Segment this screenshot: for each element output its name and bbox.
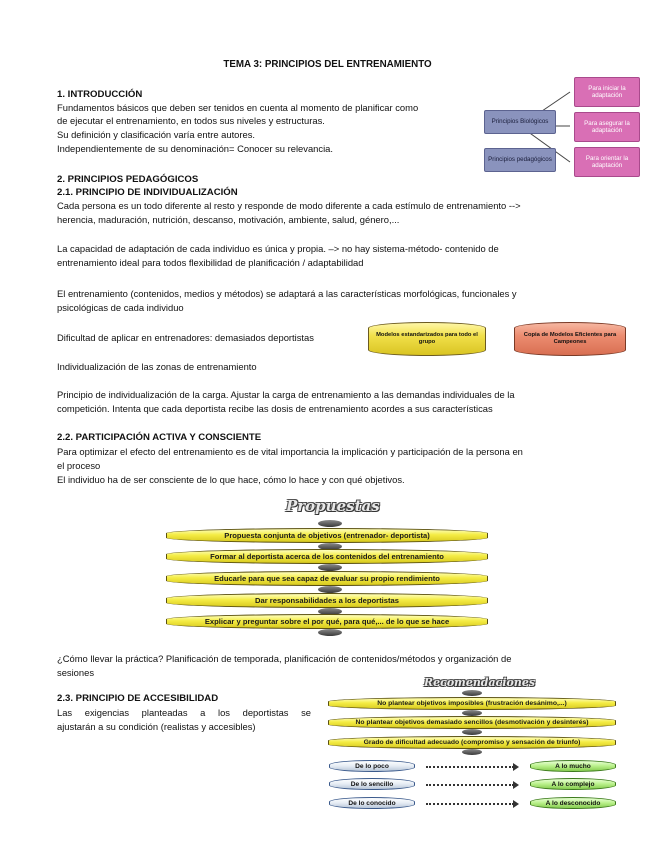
modelos-estandarizados-cylinder: Modelos estandarizados para todo el grupo	[368, 322, 486, 356]
rec-spool-1	[462, 690, 482, 696]
rec-spool-4	[462, 749, 482, 755]
asegurar-adaptacion-box: Para asegurar la adaptación	[574, 112, 640, 142]
section-2-3-heading: 2.3. PRINCIPIO DE ACCESIBILIDAD	[57, 693, 219, 704]
principios-pedagogicos-box: Principios pedagógicos	[484, 148, 556, 172]
intro-line-3: Su definición y clasificación varía entre autores.	[57, 129, 256, 140]
individualizacion-p2b: entrenamiento ideal para todos flexibilidad de planificación / adaptabilidad	[57, 257, 364, 268]
from-conocido: De lo conocido	[329, 797, 415, 809]
arrow-2	[426, 784, 514, 786]
intro-line-1: Fundamentos básicos que deben ser tenidos en cuenta al momento de planificar como	[57, 102, 419, 113]
principios-biologicos-box: Principios Biológicos	[484, 110, 556, 134]
practice-line-a: ¿Cómo llevar la práctica? Planificación de temporada, planificación de contenidos/métodos y organización de	[57, 653, 512, 664]
spool-1	[318, 520, 342, 527]
accesibilidad-line-b: ajustarán a su condición (realistas y accesibles)	[57, 721, 256, 732]
recomendacion-item-1: No plantear objetivos imposibles (frustración desánimo,...)	[328, 697, 616, 710]
to-complejo: A lo complejo	[530, 778, 616, 790]
from-poco: De lo poco	[329, 760, 415, 772]
individualizacion-p6b: competición. Intenta que cada deportista recibe las dosis de entrenamiento acordes a sus características	[57, 403, 493, 414]
arrow-1	[426, 766, 514, 768]
orientar-adaptacion-box: Para orientar la adaptación	[574, 147, 640, 177]
section-2-2-heading: 2.2. PARTICIPACIÓN ACTIVA Y CONSCIENTE	[57, 432, 262, 443]
rec-spool-3	[462, 729, 482, 735]
section-2-1-heading: 2.1. PRINCIPIO DE INDIVIDUALIZACIÓN	[57, 187, 238, 198]
participacion-p1a: Para optimizar el efecto del entrenamiento es de vital importancia la implicación y participación de la persona en	[57, 446, 523, 457]
individualizacion-p6a: Principio de individualización de la carga. Ajustar la carga de entrenamiento a las demandas individuales de la	[57, 389, 515, 400]
iniciar-adaptacion-box: Para iniciar la adaptación	[574, 77, 640, 107]
intro-heading: 1. INTRODUCCIÓN	[57, 89, 143, 100]
page-title: TEMA 3: PRINCIPIOS DEL ENTRENAMIENTO	[223, 59, 432, 70]
individualizacion-p1b: herencia, maduración, nutrición, descanso, motivación, ambiente, salud, género,...	[57, 214, 400, 225]
propuesta-item-3: Educarle para que sea capaz de evaluar su propio rendimiento	[166, 571, 488, 586]
propuestas-title: Propuestas	[286, 497, 380, 515]
individualizacion-p5: Individualización de las zonas de entrenamiento	[57, 361, 257, 372]
individualizacion-p1a: Cada persona es un todo diferente al resto y responde de modo diferente a cada estímulo de entrenamiento -->	[57, 200, 521, 211]
individualizacion-p3a: El entrenamiento (contenidos, medios y métodos) se adaptará a las características morfológicas, funcionales y	[57, 288, 517, 299]
spool-3	[318, 564, 342, 571]
spool-4	[318, 586, 342, 593]
propuesta-item-5: Explicar y preguntar sobre el por qué, para qué,... de lo que se hace	[166, 614, 488, 629]
spool-6	[318, 629, 342, 636]
recomendaciones-title: Recomendaciones	[424, 676, 536, 689]
individualizacion-p2a: La capacidad de adaptación de cada individuo es única y propia. –> no hay sistema-método- contenido de	[57, 243, 499, 254]
participacion-p1b: el proceso	[57, 460, 101, 471]
propuesta-item-4: Dar responsabilidades a los deportistas	[166, 593, 488, 608]
propuesta-item-2: Formar al deportista acerca de los contenidos del entrenamiento	[166, 549, 488, 564]
intro-line-2: de ejecutar el entrenamiento, en todos sus niveles y estructuras.	[57, 115, 325, 126]
intro-line-4: Independientemente de su denominación= Conocer su relevancia.	[57, 143, 333, 154]
recomendacion-item-3: Grado de dificultad adecuado (compromiso y sensación de triunfo)	[328, 736, 616, 749]
accesibilidad-line-a: Las exigencias planteadas a los deportistas se	[57, 707, 311, 718]
participacion-p2: El individuo ha de ser consciente de lo que hace, cómo lo hace y con qué objetivos.	[57, 474, 405, 485]
practice-line-b: sesiones	[57, 667, 95, 678]
propuesta-item-1: Propuesta conjunta de objetivos (entrenador- deportista)	[166, 528, 488, 543]
section-2-heading: 2. PRINCIPIOS PEDAGÓGICOS	[57, 174, 199, 185]
from-sencillo: De lo sencillo	[329, 778, 415, 790]
to-desconocido: A lo desconocido	[530, 797, 616, 809]
arrow-3	[426, 803, 514, 805]
recomendacion-item-2: No plantear objetivos demasiado sencillos (desmotivación y desinterés)	[328, 716, 616, 729]
individualizacion-p4: Dificultad de aplicar en entrenadores: demasiados deportistas	[57, 332, 314, 343]
individualizacion-p3b: psicológicas de cada individuo	[57, 302, 184, 313]
to-mucho: A lo mucho	[530, 760, 616, 772]
copia-modelos-cylinder: Copia de Modelos Eficientes para Campeones	[514, 322, 626, 356]
